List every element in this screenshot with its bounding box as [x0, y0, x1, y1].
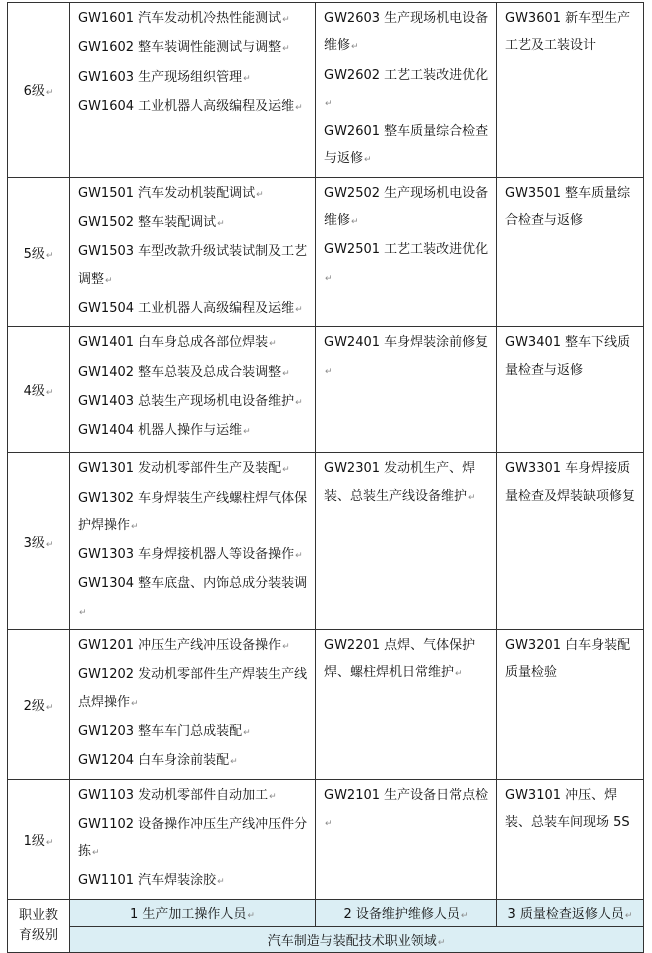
paragraph-mark-icon: ↵: [282, 642, 290, 653]
job-item-text: GW3601 新车型生产工艺及工装设计: [505, 11, 631, 54]
paragraph-mark-icon: ↵: [45, 702, 54, 713]
role-label: 2 设备维护维修人员: [343, 907, 460, 923]
job-item-text: GW2301 发动机生产、焊装、总装生产线设备维护: [324, 461, 476, 504]
job-item-text: GW1304 整车底盘、内饰总成分装装调: [78, 576, 308, 592]
job-item: [505, 329, 639, 384]
job-item-text: GW1402 整车总装及总成合装调整: [78, 364, 282, 380]
job-item: [78, 5, 311, 34]
job-item-text: GW1301 发动机零部件生产及装配: [78, 461, 282, 477]
role-header-production: [70, 899, 316, 926]
production-jobs-cell: [70, 327, 316, 453]
job-item: [324, 5, 492, 62]
level-label-cell: [8, 3, 70, 178]
job-item: [78, 417, 311, 446]
paragraph-mark-icon: ↵: [45, 388, 54, 399]
job-item: [324, 455, 492, 512]
level-row: [8, 453, 644, 630]
job-item: [78, 570, 311, 627]
job-item-text: GW1604 工业机器人高级编程及运维: [78, 98, 295, 114]
job-item: [78, 632, 311, 661]
domain-header: [70, 926, 644, 952]
job-item: [324, 236, 492, 293]
job-item-text: GW1601 汽车发动机冷热性能测试: [78, 11, 282, 26]
job-item: [505, 782, 639, 837]
role-header-quality: [497, 899, 644, 926]
paragraph-mark-icon: ↵: [282, 44, 290, 55]
job-item: [78, 782, 311, 811]
job-item-text: GW2501 工艺工装改进优化: [324, 242, 489, 258]
quality-jobs-cell: [497, 453, 644, 630]
maintenance-jobs-cell: [316, 630, 497, 779]
paragraph-mark-icon: ↵: [45, 88, 54, 99]
job-item-text: GW1502 整车装配调试: [78, 215, 217, 231]
paragraph-mark-icon: ↵: [131, 521, 139, 532]
role-label: 1 生产加工操作人员: [130, 907, 247, 923]
role-row: [8, 899, 644, 926]
job-item: [505, 5, 639, 60]
job-item: [78, 329, 311, 358]
paragraph-mark-icon: ↵: [325, 366, 333, 377]
paragraph-mark-icon: ↵: [325, 818, 333, 829]
job-item-text: GW1403 总装生产现场机电设备维护: [78, 393, 295, 409]
paragraph-mark-icon: ↵: [92, 848, 100, 859]
education-level-header: [8, 899, 70, 952]
job-item-text: GW3401 整车下线质量检查与返修: [505, 335, 631, 378]
quality-jobs-cell: [497, 630, 644, 779]
domain-label: 汽车制造与装配技术职业领域: [267, 933, 437, 949]
job-item: [78, 661, 311, 718]
job-item-text: GW2602 工艺工装改进优化: [324, 67, 489, 83]
role-label: 3 质量检查返修人员: [507, 907, 624, 923]
job-item: [505, 632, 639, 687]
job-item-text: GW2401 车身焊装涂前修复: [324, 335, 489, 351]
job-item: [78, 485, 311, 542]
job-item-text: GW1303 车身焊接机器人等设备操作: [78, 547, 295, 563]
quality-jobs-cell: [497, 779, 644, 899]
job-item-text: GW3501 整车质量综合检查与返修: [505, 185, 631, 229]
job-item-text: GW1302 车身焊装生产线螺柱焊气体保护焊操作: [78, 490, 308, 533]
job-item: [505, 180, 639, 235]
production-jobs-cell: [70, 630, 316, 779]
job-item: [324, 632, 492, 689]
paragraph-mark-icon: ↵: [295, 102, 303, 113]
job-item-text: GW1504 工业机器人高级编程及运维: [78, 300, 295, 316]
paragraph-mark-icon: ↵: [282, 15, 290, 25]
level-label-cell: [8, 779, 70, 899]
job-item: [505, 455, 639, 510]
job-item: [78, 867, 311, 896]
job-item: [78, 180, 311, 209]
paragraph-mark-icon: ↵: [269, 791, 277, 802]
role-header-maintenance: [316, 899, 497, 926]
job-item-text: GW1602 整车装调性能测试与调整: [78, 40, 282, 56]
job-item: [78, 747, 311, 776]
production-jobs-cell: [70, 177, 316, 326]
maintenance-jobs-cell: [316, 177, 497, 326]
job-item: [78, 209, 311, 238]
level-label-cell: [8, 327, 70, 453]
job-item-text: GW1202 发动机零部件生产焊装生产线点焊操作: [78, 667, 308, 710]
level-row: [8, 779, 644, 899]
maintenance-jobs-cell: [316, 453, 497, 630]
paragraph-mark-icon: ↵: [460, 911, 469, 922]
quality-jobs-cell: [497, 177, 644, 326]
job-item-text: GW2201 点焊、气体保护焊、螺柱焊机日常维护: [324, 638, 476, 681]
education-level-header-line1: 职业教: [18, 907, 58, 923]
job-item: [78, 359, 311, 388]
job-item-text: GW1401 白车身总成各部位焊装: [78, 335, 269, 351]
maintenance-jobs-cell: [316, 779, 497, 899]
paragraph-mark-icon: ↵: [437, 937, 446, 948]
job-item: [78, 455, 311, 484]
paragraph-mark-icon: ↵: [351, 217, 359, 228]
education-level-header-line2: 育级别: [18, 927, 58, 943]
job-item-text: GW2101 生产设备日常点检: [324, 787, 489, 803]
job-item: [78, 388, 311, 417]
production-jobs-cell: [70, 453, 316, 630]
job-item: [324, 329, 492, 386]
level-row: [8, 177, 644, 326]
job-item-text: GW1503 车型改款升级试装试制及工艺调整: [78, 244, 308, 287]
paragraph-mark-icon: ↵: [217, 219, 225, 230]
job-item: [324, 782, 492, 839]
quality-jobs-cell: [497, 327, 644, 453]
level-label-cell: [8, 453, 70, 630]
paragraph-mark-icon: ↵: [45, 539, 54, 550]
job-item-text: GW1501 汽车发动机装配调试: [78, 185, 256, 201]
paragraph-mark-icon: ↵: [269, 339, 277, 350]
paragraph-mark-icon: ↵: [325, 273, 333, 284]
production-jobs-cell: [70, 3, 316, 178]
level-row: [8, 327, 644, 453]
level-label: 4级: [23, 384, 45, 400]
job-item-text: GW1603 生产现场组织管理: [78, 69, 243, 85]
paragraph-mark-icon: ↵: [230, 757, 238, 768]
paragraph-mark-icon: ↵: [468, 492, 476, 503]
job-item: [78, 718, 311, 747]
paragraph-mark-icon: ↵: [217, 877, 225, 888]
job-item-text: GW1404 机器人操作与运维: [78, 423, 243, 439]
job-item-text: GW2601 整车质量综合检查与返修: [324, 124, 489, 167]
level-label: 6级: [23, 84, 45, 100]
level-label: 5级: [23, 246, 45, 262]
paragraph-mark-icon: ↵: [295, 551, 303, 562]
paragraph-mark-icon: ↵: [282, 368, 290, 379]
job-item: [78, 93, 311, 122]
paragraph-mark-icon: ↵: [243, 427, 251, 438]
paragraph-mark-icon: ↵: [247, 911, 255, 922]
level-row: [8, 3, 644, 178]
job-item-text: GW1101 汽车焊装涂胶: [78, 873, 217, 889]
paragraph-mark-icon: ↵: [364, 155, 372, 166]
job-item: [78, 541, 311, 570]
level-label-cell: [8, 177, 70, 326]
paragraph-mark-icon: ↵: [624, 911, 633, 922]
occupational-level-table: [7, 2, 644, 953]
job-item-text: GW3101 冲压、焊装、总装车间现场 5S: [505, 787, 630, 830]
job-item: [78, 811, 311, 868]
job-item-text: GW1204 白车身涂前装配: [78, 753, 230, 769]
paragraph-mark-icon: ↵: [243, 73, 251, 84]
level-label: 3级: [23, 535, 45, 551]
paragraph-mark-icon: ↵: [131, 698, 139, 709]
job-item-text: GW1102 设备操作冲压生产线冲压件分拣: [78, 816, 308, 860]
paragraph-mark-icon: ↵: [282, 465, 290, 476]
job-item: [324, 180, 492, 237]
paragraph-mark-icon: ↵: [45, 250, 54, 261]
paragraph-mark-icon: ↵: [295, 397, 303, 408]
paragraph-mark-icon: ↵: [325, 98, 333, 109]
job-item-text: GW3301 车身焊接质量检查及焊装缺项修复: [505, 461, 636, 504]
job-item-text: GW2603 生产现场机电设备维修: [324, 11, 489, 54]
paragraph-mark-icon: ↵: [243, 727, 251, 738]
job-item: [324, 62, 492, 119]
production-jobs-cell: [70, 779, 316, 899]
job-item-text: GW3201 白车身装配质量检验: [505, 638, 631, 681]
job-item: [78, 295, 311, 324]
domain-row: [8, 926, 644, 952]
maintenance-jobs-cell: [316, 3, 497, 178]
paragraph-mark-icon: ↵: [351, 42, 359, 53]
level-label: 2级: [23, 698, 45, 714]
maintenance-jobs-cell: [316, 327, 497, 453]
job-item: [324, 118, 492, 175]
paragraph-mark-icon: ↵: [79, 607, 87, 618]
level-row: [8, 630, 644, 779]
job-item-text: GW1103 发动机零部件自动加工: [78, 787, 269, 803]
job-item-text: GW2502 生产现场机电设备维修: [324, 185, 489, 229]
quality-jobs-cell: [497, 3, 644, 178]
job-item-text: GW1201 冲压生产线冲压设备操作: [78, 638, 282, 654]
job-item: [78, 34, 311, 63]
paragraph-mark-icon: ↵: [105, 275, 113, 286]
job-item: [78, 238, 311, 295]
job-item-text: GW1203 整车车门总成装配: [78, 723, 243, 739]
level-label-cell: [8, 630, 70, 779]
level-label: 1级: [23, 833, 45, 849]
paragraph-mark-icon: ↵: [45, 837, 54, 848]
paragraph-mark-icon: ↵: [295, 304, 303, 315]
paragraph-mark-icon: ↵: [455, 669, 463, 680]
paragraph-mark-icon: ↵: [256, 189, 264, 200]
job-item: [78, 64, 311, 93]
